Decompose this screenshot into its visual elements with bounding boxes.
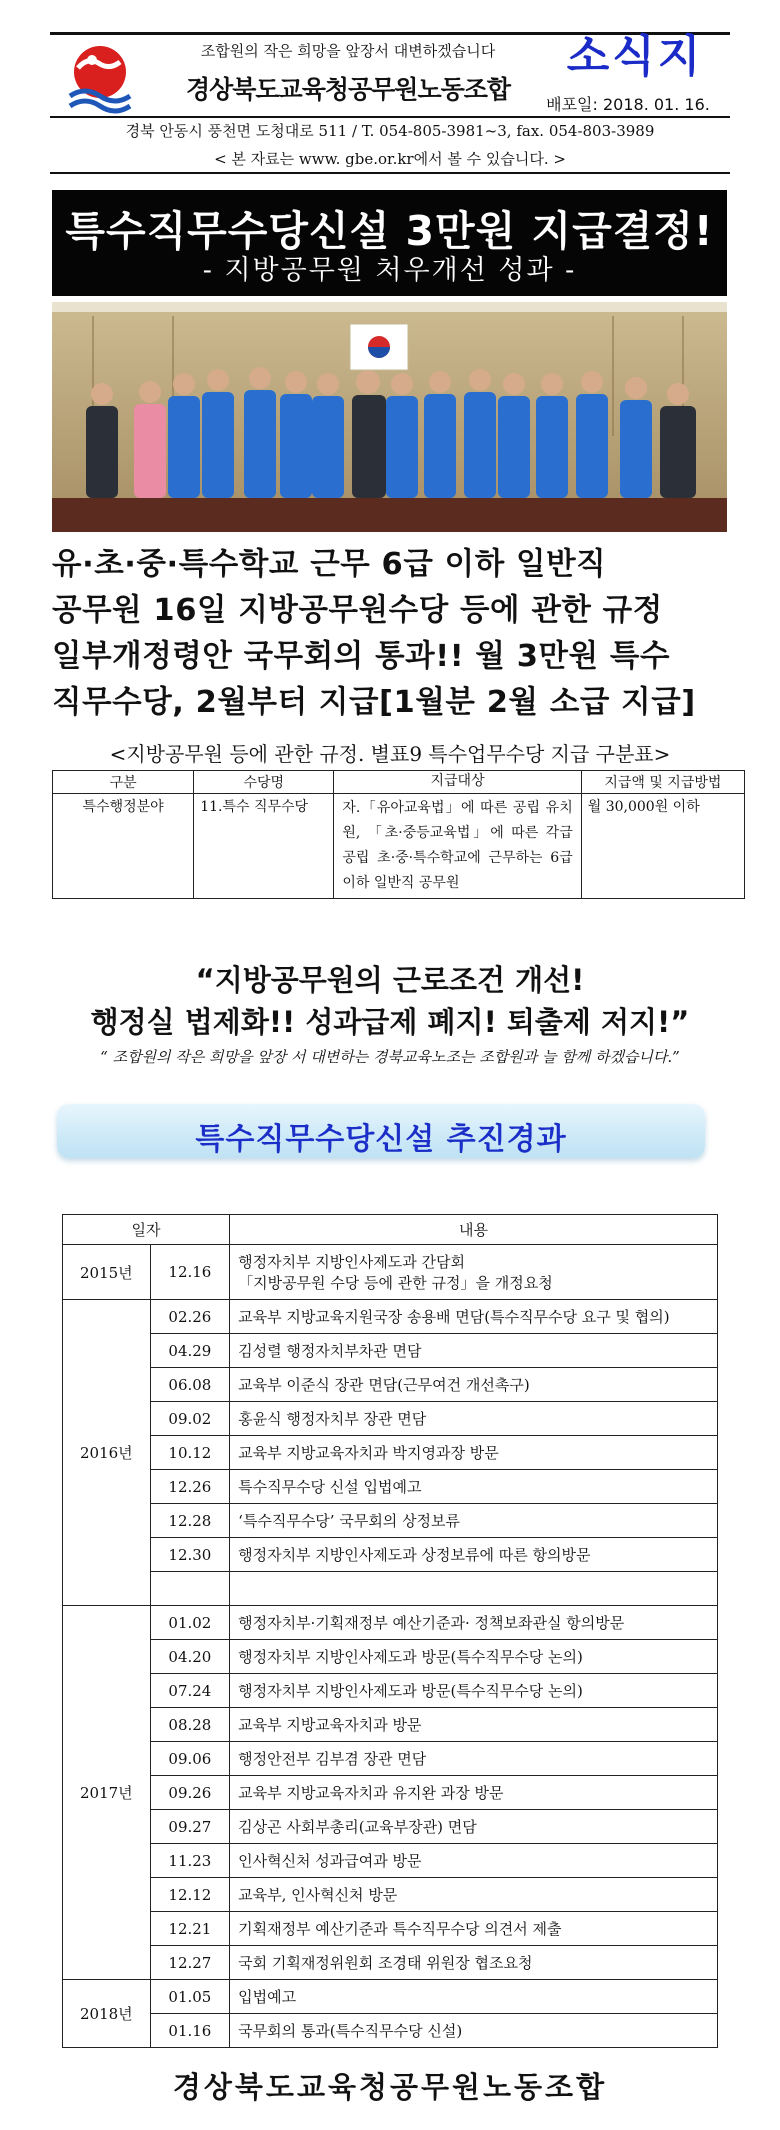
- table-row: [63, 1980, 718, 2014]
- table-row: [63, 1538, 718, 1572]
- section-heading-box: [57, 1104, 705, 1158]
- allowance-table: [52, 770, 745, 899]
- content-cell: 국무회의 통과(특수직무수당 신설): [230, 2014, 718, 2048]
- content-cell: 교육부 지방교육자치과 유지완 과장 방문: [230, 1776, 718, 1810]
- union-name: 경상북도교육청공무원노동조합: [185, 75, 511, 104]
- table-row: [63, 1436, 718, 1470]
- content-cell: 기획재정부 예산기준과 특수직무수당 의견서 제출: [230, 1912, 718, 1946]
- newsletter-label: 소식지: [566, 31, 704, 82]
- date-cell: 09.02: [150, 1402, 229, 1436]
- content-line: 「지방공무원 수당 등에 관한 규정」을 개정요청: [238, 1274, 553, 1292]
- table-header-row: [63, 1215, 718, 1245]
- content-cell: 행정안전부 김부겸 장관 면담: [230, 1742, 718, 1776]
- website-note: < 본 자료는 www. gbe.or.kr에서 볼 수 있습니다. >: [214, 150, 566, 168]
- content-cell: 교육부 지방교육자치과 박지영과장 방문: [230, 1436, 718, 1470]
- allowance-cell: 11.특수 직무수당: [194, 794, 334, 899]
- column-header-content: 내용: [230, 1215, 718, 1245]
- date-cell: 12.21: [150, 1912, 229, 1946]
- content-cell: 교육부 지방교육자치과 방문: [230, 1708, 718, 1742]
- lead-line: 유·초·중·특수학교 근무 6급 이하 일반직: [52, 547, 607, 582]
- timeline-table: [62, 1214, 718, 2048]
- table-row: [63, 1912, 718, 1946]
- amount-cell: 월 30,000원 이하: [581, 794, 744, 899]
- content-cell: 교육부, 인사혁신처 방문: [230, 1878, 718, 1912]
- date-cell: 12.26: [150, 1470, 229, 1504]
- date-cell: 06.08: [150, 1368, 229, 1402]
- content-cell: 국회 기획재정위원회 조경태 위원장 협조요청: [230, 1946, 718, 1980]
- header-slogan: 조합원의 작은 희망을 앞장서 대변하겠습니다: [200, 42, 496, 60]
- date-cell: 12.28: [150, 1504, 229, 1538]
- date-cell: 10.12: [150, 1436, 229, 1470]
- table-row: [63, 1504, 718, 1538]
- table-row: [63, 1946, 718, 1980]
- content-cell: 김상곤 사회부총리(교육부장관) 면담: [230, 1810, 718, 1844]
- table-row: [63, 1572, 718, 1606]
- table-row: [63, 1776, 718, 1810]
- table-row: [63, 1878, 718, 1912]
- category-cell: 특수행정분야: [53, 794, 194, 899]
- date-cell: 02.26: [150, 1300, 229, 1334]
- table-row: [63, 1300, 718, 1334]
- table-row: [63, 1606, 718, 1640]
- slogan-line-1: “지방공무원의 근로조건 개선!: [195, 963, 585, 997]
- table-row: [63, 2014, 718, 2048]
- allowance-table-caption: <지방공무원 등에 관한 규정. 별표9 특수업무수당 지급 구분표>: [109, 742, 671, 766]
- date-cell: 04.20: [150, 1640, 229, 1674]
- union-quote: “ 조합원의 작은 희망을 앞장 서 대변하는 경북교육노조는 조합원과 늘 함께 하겠습니다.”: [100, 1048, 680, 1066]
- footer-union-name: 경상북도교육청공무원노동조합: [172, 2070, 608, 2104]
- table-header-row: [53, 771, 745, 794]
- date-cell: 04.29: [150, 1334, 229, 1368]
- content-line: 행정자치부 지방인사제도과 간담회: [238, 1253, 465, 1271]
- lead-line: 공무원 16일 지방공무원수당 등에 관한 규정: [52, 593, 663, 628]
- table-row: [63, 1334, 718, 1368]
- headline-title: 특수직무수당신설 3만원 지급결정!: [65, 207, 714, 255]
- content-cell: 교육부 지방교육지원국장 송용배 면담(특수직무수당 요구 및 협의): [230, 1300, 718, 1334]
- date-cell: 07.24: [150, 1674, 229, 1708]
- headline-banner: [52, 190, 727, 296]
- group-photo: [52, 302, 727, 532]
- column-header: 수당명: [194, 771, 334, 794]
- content-cell: [230, 1572, 718, 1606]
- content-cell: 홍윤식 행정자치부 장관 면담: [230, 1402, 718, 1436]
- date-cell: 01.02: [150, 1606, 229, 1640]
- date-cell: 11.23: [150, 1844, 229, 1878]
- table-row: [63, 1245, 718, 1300]
- year-cell: 2017년: [63, 1606, 151, 1980]
- date-cell: 12.27: [150, 1946, 229, 1980]
- content-cell: 김성렬 행정자치부차관 면담: [230, 1334, 718, 1368]
- date-cell: 09.06: [150, 1742, 229, 1776]
- content-cell: 교육부 이준식 장관 면담(근무여건 개선촉구): [230, 1368, 718, 1402]
- target-cell: 자.「유아교육법」에 따른 공립 유치원, 「초·중등교육법」에 따른 각급 공립 초·중·특수학교에 근무하는 6급 이하 일반직 공무원: [334, 794, 581, 899]
- table-row: [63, 1402, 718, 1436]
- date-cell: 09.26: [150, 1776, 229, 1810]
- content-cell: 특수직무수당 신설 입법예고: [230, 1470, 718, 1504]
- headline-subtitle: - 지방공무원 처우개선 성과 -: [202, 255, 577, 286]
- date-cell: 12.12: [150, 1878, 229, 1912]
- year-cell: 2015년: [63, 1245, 151, 1300]
- date-cell: 01.05: [150, 1980, 229, 2014]
- table-row: [63, 1844, 718, 1878]
- lead-line: 일부개정령안 국무회의 통과!! 월 3만원 특수: [52, 639, 671, 674]
- column-header: 구분: [53, 771, 194, 794]
- content-cell: 행정자치부·기획재정부 예산기준과· 정책보좌관실 항의방문: [230, 1606, 718, 1640]
- content-cell: 입법예고: [230, 1980, 718, 2014]
- column-header-date: 일자: [63, 1215, 230, 1245]
- content-cell: [230, 1245, 718, 1300]
- table-row: [63, 1742, 718, 1776]
- content-cell: 행정자치부 지방인사제도과 방문(특수직무수당 논의): [230, 1640, 718, 1674]
- table-row: [63, 1674, 718, 1708]
- date-cell: 08.28: [150, 1708, 229, 1742]
- table-row: [63, 1368, 718, 1402]
- header-bottom-rule: [50, 172, 730, 174]
- column-header: 지급액 및 지급방법: [581, 771, 744, 794]
- slogan-line-2: 행정실 법제화!! 성과급제 폐지! 퇴출제 저지!”: [90, 1005, 690, 1039]
- lead-line: 직무수당, 2월부터 지급[1월분 2월 소급 지급]: [52, 685, 696, 720]
- date-cell: 12.30: [150, 1538, 229, 1572]
- table-row: [63, 1640, 718, 1674]
- issue-date: 배포일: 2018. 01. 16.: [546, 95, 710, 114]
- section-title: 특수직무수당신설 추진경과: [195, 1122, 567, 1157]
- date-cell: [150, 1572, 229, 1606]
- table-row: [63, 1708, 718, 1742]
- table-row: [53, 794, 745, 899]
- content-cell: 행정자치부 지방인사제도과 상정보류에 따른 항의방문: [230, 1538, 718, 1572]
- year-cell: 2018년: [63, 1980, 151, 2048]
- date-cell: 09.27: [150, 1810, 229, 1844]
- content-cell: 인사혁신처 성과급여과 방문: [230, 1844, 718, 1878]
- year-cell: 2016년: [63, 1300, 151, 1606]
- table-row: [63, 1810, 718, 1844]
- date-cell: 12.16: [150, 1245, 229, 1300]
- date-cell: 01.16: [150, 2014, 229, 2048]
- union-logo-icon: [62, 38, 138, 114]
- table-row: [63, 1470, 718, 1504]
- lead-text: [52, 542, 732, 726]
- content-cell: 행정자치부 지방인사제도과 방문(특수직무수당 논의): [230, 1674, 718, 1708]
- content-cell: ‘특수직무수당’ 국무회의 상정보류: [230, 1504, 718, 1538]
- contact-info: 경북 안동시 풍천면 도청대로 511 / T. 054-805-3981~3, fax. 054-803-3989: [125, 122, 655, 140]
- header-mid-rule: [50, 116, 730, 118]
- column-header: 지급대상: [334, 771, 581, 794]
